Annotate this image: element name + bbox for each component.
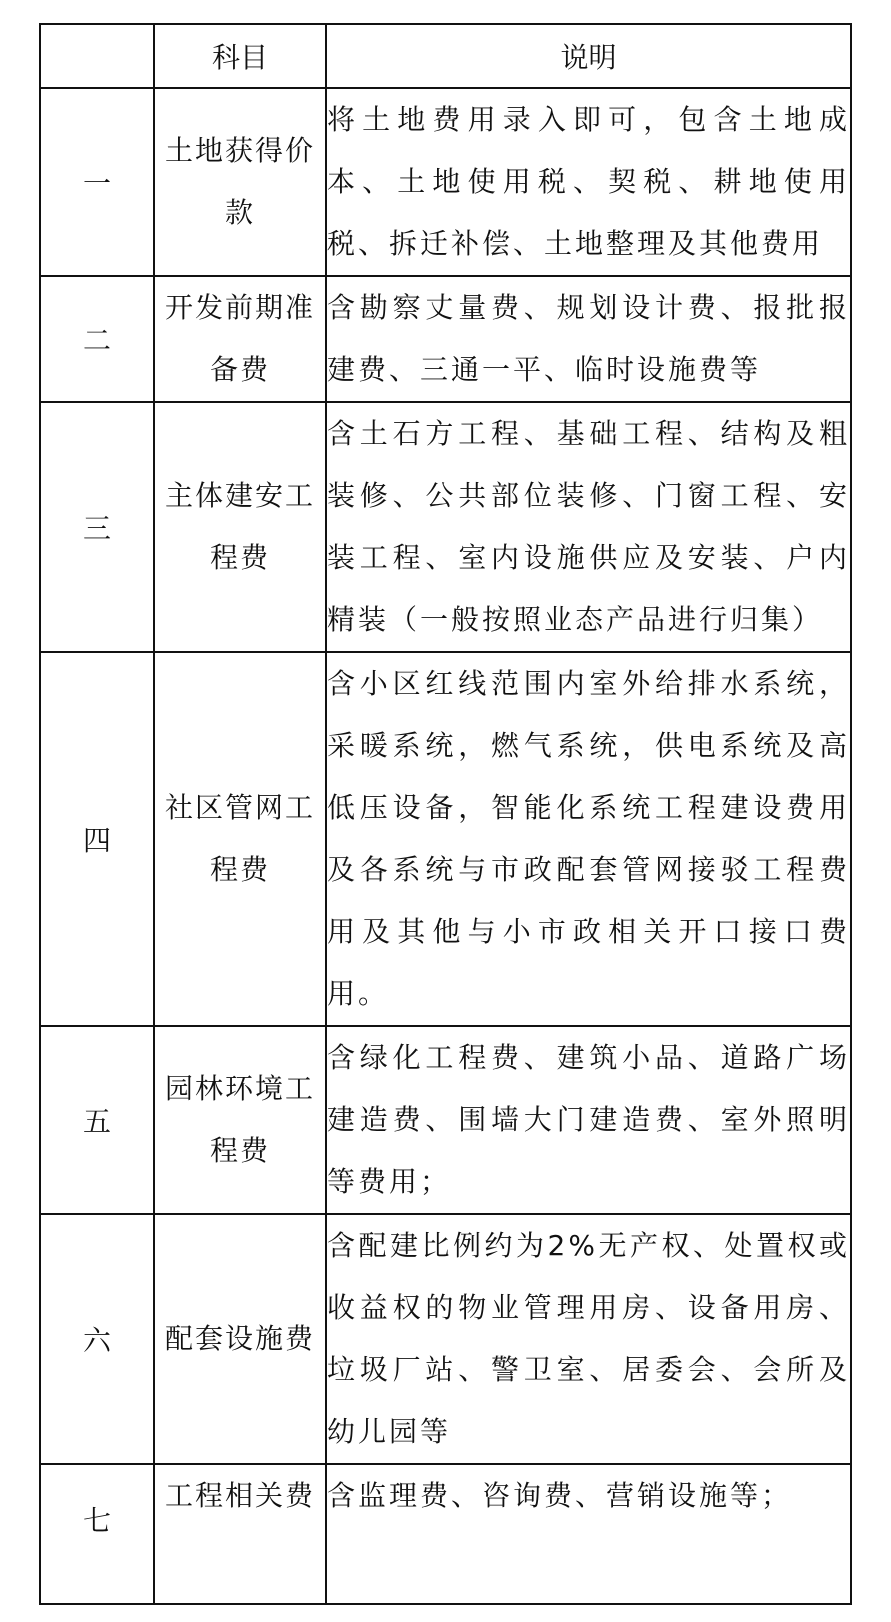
cost-items-table: [39, 23, 852, 1605]
table-row: [40, 1214, 851, 1464]
row-description: 含小区红线范围内室外给排水系统，采暖系统，燃气系统，供电系统及高低压设备，智能化系统工程建设费用及各系统与市政配套管网接驳工程费用及其他与小市政相关开口接口费用。: [326, 652, 851, 1026]
table-row: [40, 276, 851, 402]
row-subject: 园林环境工程费: [154, 1026, 326, 1214]
row-index: 一: [40, 88, 154, 276]
row-index: 六: [40, 1214, 154, 1464]
row-index: 三: [40, 402, 154, 652]
header-description-cell: 说明: [326, 24, 851, 88]
row-description: 含绿化工程费、建筑小品、道路广场建造费、围墙大门建造费、室外照明等费用；: [326, 1026, 851, 1214]
header-subject-cell: 科目: [154, 24, 326, 88]
row-description: 将土地费用录入即可，包含土地成本、土地使用税、契税、耕地使用税、拆迁补偿、土地整理及其他费用: [326, 88, 851, 276]
table-row: [40, 1026, 851, 1214]
row-index: 四: [40, 652, 154, 1026]
table-row: [40, 652, 851, 1026]
row-description: 含配建比例约为2%无产权、处置权或收益权的物业管理用房、设备用房、垃圾厂站、警卫室、居委会、会所及幼儿园等: [326, 1214, 851, 1464]
row-index: 二: [40, 276, 154, 402]
row-subject: 配套设施费: [154, 1214, 326, 1464]
row-subject: 开发前期准备费: [154, 276, 326, 402]
table-row: [40, 402, 851, 652]
row-description: 含勘察丈量费、规划设计费、报批报建费、三通一平、临时设施费等: [326, 276, 851, 402]
table-row: [40, 88, 851, 276]
row-subject: 工程相关费: [154, 1464, 326, 1604]
row-subject: 社区管网工程费: [154, 652, 326, 1026]
table-header-row: [40, 24, 851, 88]
row-description: 含土石方工程、基础工程、结构及粗装修、公共部位装修、门窗工程、安装工程、室内设施供应及安装、户内精装（一般按照业态产品进行归集）: [326, 402, 851, 652]
table-row: [40, 1464, 851, 1604]
row-subject: 土地获得价款: [154, 88, 326, 276]
row-subject: 主体建安工程费: [154, 402, 326, 652]
row-index: 五: [40, 1026, 154, 1214]
header-index-cell: [40, 24, 154, 88]
row-index: 七: [40, 1464, 154, 1604]
row-description: 含监理费、咨询费、营销设施等；: [326, 1464, 851, 1604]
